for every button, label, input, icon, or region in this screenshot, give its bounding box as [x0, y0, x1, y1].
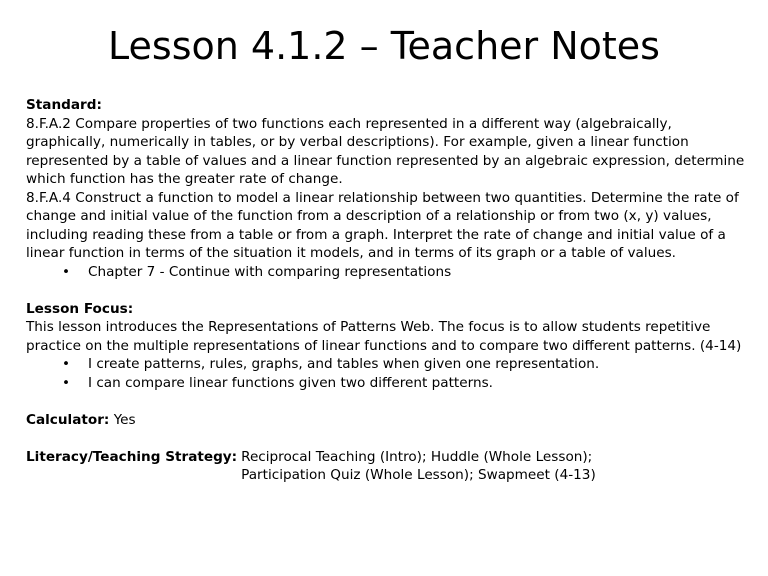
strategy-line-2: Participation Quiz (Whole Lesson); Swapmeet (4-13) [241, 467, 596, 483]
focus-bullet-item [26, 374, 750, 393]
standard-bullet-item [26, 263, 750, 282]
strategy-line [26, 448, 750, 485]
calculator-label: Calculator: [26, 411, 110, 428]
focus-heading: Lesson Focus: [26, 300, 134, 317]
notes-content [26, 96, 750, 485]
strategy-label: Literacy/Teaching Strategy: [26, 448, 238, 465]
bullet-icon: • [62, 374, 71, 391]
calculator-line [26, 411, 750, 430]
focus-bullet-item [26, 355, 750, 374]
bullet-text: Chapter 7 - Continue with comparing representations [88, 263, 452, 280]
bullet-icon: • [62, 356, 71, 372]
strategy-values [237, 448, 596, 485]
standard-8fa4: 8.F.A.4 Construct a function to model a linear relationship between two quantities. Determine the rate of change and initial value of the function from a description of a relationship or from two (x, y) values, including reading these from a table or from a graph. Interpret the rate of change and initial value of a linear function in terms of the situation it models, and in terms of its graph or a table of values. [26, 189, 739, 261]
bullet-text: I can compare linear functions given two different patterns. [88, 374, 493, 391]
bullet-icon: • [62, 263, 71, 280]
bullet-text: I create patterns, rules, graphs, and tables when given one representation. [88, 356, 600, 372]
standard-heading: Standard: [26, 97, 102, 113]
calculator-value: Yes [113, 411, 136, 428]
page-title: Lesson 4.1.2 – Teacher Notes [108, 24, 660, 68]
standard-8fa2: 8.F.A.2 Compare properties of two functions each represented in a different way (algebraically, graphically, numerically in tables, or by verbal descriptions). For example, given a linear function represented by a table of values and a linear function represented by an algebraic expression, determine which function has the greater rate of change. [26, 115, 745, 187]
strategy-line-1: Reciprocal Teaching (Intro); Huddle (Whole Lesson); [241, 448, 593, 465]
focus-text: This lesson introduces the Representations of Patterns Web. The focus is to allow students repetitive practice on the multiple representations of linear functions and to compare two different patterns. (4-14) [26, 319, 742, 354]
